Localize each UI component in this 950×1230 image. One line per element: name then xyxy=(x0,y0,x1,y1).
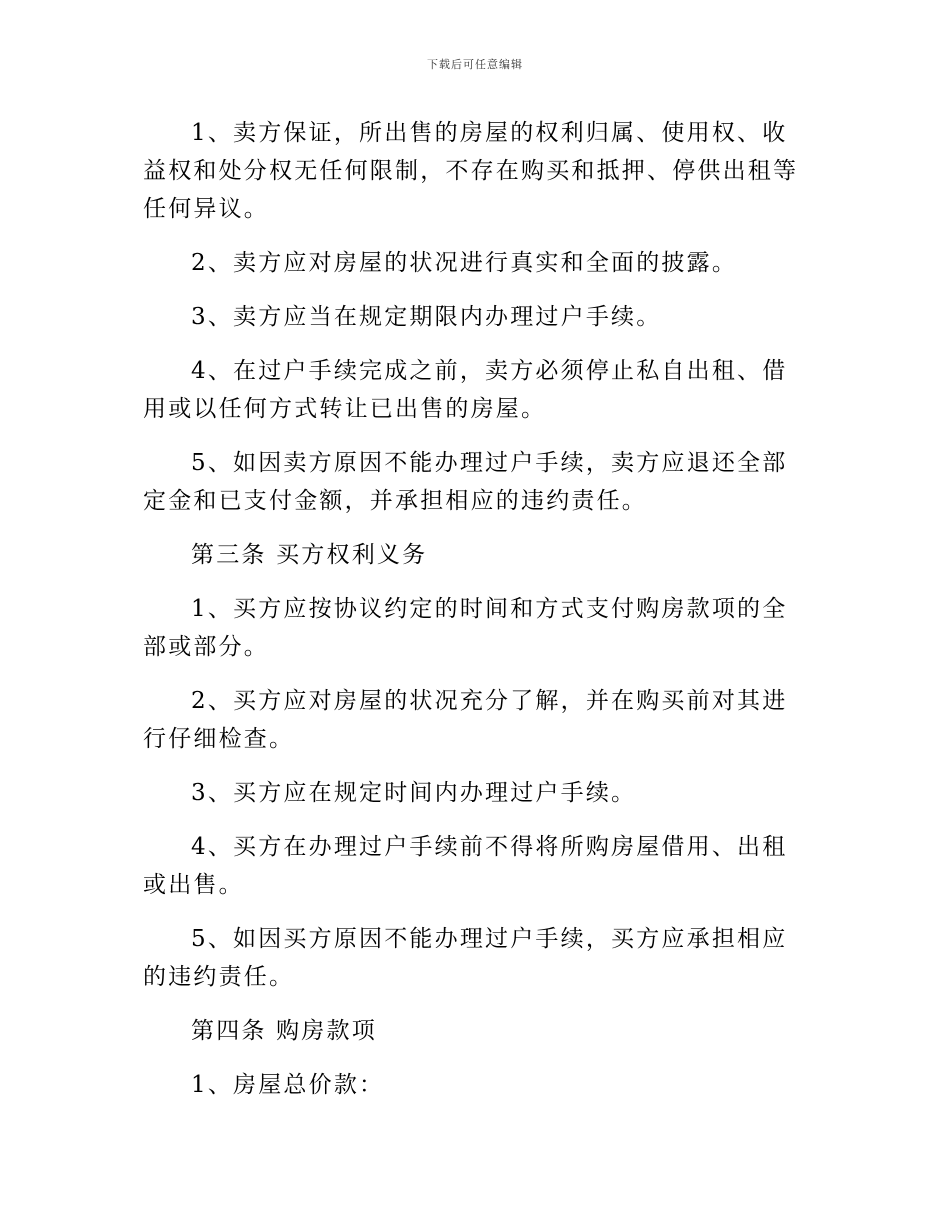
seller-clause-5: 5、如因卖方原因不能办理过户手续，卖方应退还全部定金和已支付金额，并承担相应的违约责任。 xyxy=(143,450,788,514)
buyer-clause-1: 1、买方应按协议约定的时间和方式支付购房款项的全部或部分。 xyxy=(143,596,788,660)
document-body xyxy=(143,114,810,1120)
seller-clause-2: 2、卖方应对房屋的状况进行真实和全面的披露。 xyxy=(191,250,738,276)
buyer-clause-5: 5、如因买方原因不能办理过户手续，买方应承担相应的违约责任。 xyxy=(143,926,788,990)
buyer-clause-4: 4、买方在办理过户手续前不得将所购房屋借用、出租或出售。 xyxy=(143,834,788,898)
payment-clause-1: 1、房屋总价款： xyxy=(191,1072,385,1098)
seller-clause-4: 4、在过户手续完成之前，卖方必须停止私自出租、借用或以任何方式转让已出售的房屋。 xyxy=(143,358,788,422)
buyer-clause-2: 2、买方应对房屋的状况充分了解，并在购买前对其进行仔细检查。 xyxy=(143,688,788,752)
buyer-clause-3: 3、买方应在规定时间内办理过户手续。 xyxy=(191,780,637,806)
seller-clause-3: 3、卖方应当在规定期限内办理过户手续。 xyxy=(191,304,662,330)
article-4-heading: 第四条 购房款项 xyxy=(191,1018,377,1044)
seller-clause-1: 1、卖方保证，所出售的房屋的权利归属、使用权、收益权和处分权无任何限制，不存在购买和抵押、停供出租等任何异议。 xyxy=(143,120,799,222)
page-header: 下载后可任意编辑 xyxy=(427,58,523,71)
article-3-heading: 第三条 买方权利义务 xyxy=(191,542,428,568)
